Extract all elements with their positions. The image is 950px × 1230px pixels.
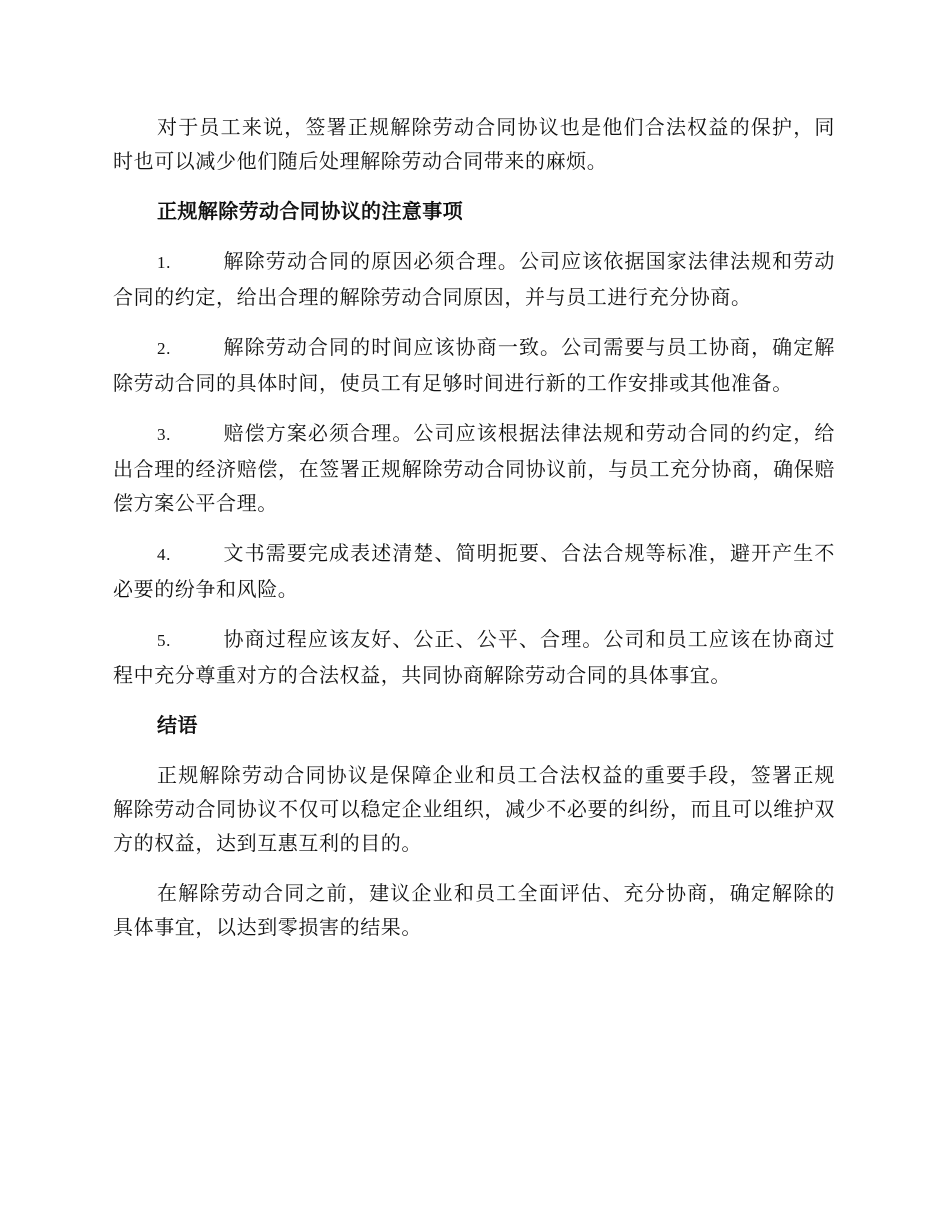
list-item-text: 解除劳动合同的原因必须合理。公司应该依据国家法律法规和劳动合同的约定，给出合理的解除劳动合同原因，并与员工进行充分协商。 [113, 249, 835, 309]
conclusion-paragraph: 在解除劳动合同之前，建议企业和员工全面评估、充分协商，确定解除的具体事宜，以达到零损害的结果。 [113, 881, 835, 939]
list-item-text: 解除劳动合同的时间应该协商一致。公司需要与员工协商，确定解除劳动合同的具体时间，使员工有足够时间进行新的工作安排或其他准备。 [113, 335, 835, 395]
list-item-number: 2. [157, 339, 171, 358]
list-item [113, 536, 835, 606]
list-item [113, 244, 835, 314]
notes-heading: 正规解除劳动合同协议的注意事项 [157, 199, 463, 223]
document-body [113, 110, 835, 960]
list-item-number: 4. [157, 545, 171, 564]
list-item [113, 330, 835, 400]
list-item-text: 赔偿方案必须合理。公司应该根据法律法规和劳动合同的约定，给出合理的经济赔偿，在签署正规解除劳动合同协议前，与员工充分协商，确保赔偿方案公平合理。 [113, 421, 835, 515]
list-item-number: 3. [157, 425, 171, 444]
intro-paragraph: 对于员工来说，签署正规解除劳动合同协议也是他们合法权益的保护，同时也可以减少他们随后处理解除劳动合同带来的麻烦。 [113, 115, 835, 173]
conclusion-paragraph: 正规解除劳动合同协议是保障企业和员工合法权益的重要手段，签署正规解除劳动合同协议不仅可以稳定企业组织，减少不必要的纠纷，而且可以维护双方的权益，达到互惠互利的目的。 [113, 763, 835, 855]
list-item-number: 5. [157, 631, 171, 650]
conclusion-heading: 结语 [157, 713, 198, 737]
list-item [113, 416, 835, 520]
list-item [113, 622, 835, 692]
list-item-text: 协商过程应该友好、公正、公平、合理。公司和员工应该在协商过程中充分尊重对方的合法权益，共同协商解除劳动合同的具体事宜。 [113, 627, 835, 687]
list-item-text: 文书需要完成表述清楚、简明扼要、合法合规等标准，避开产生不必要的纷争和风险。 [113, 541, 835, 601]
list-item-number: 1. [157, 253, 171, 272]
